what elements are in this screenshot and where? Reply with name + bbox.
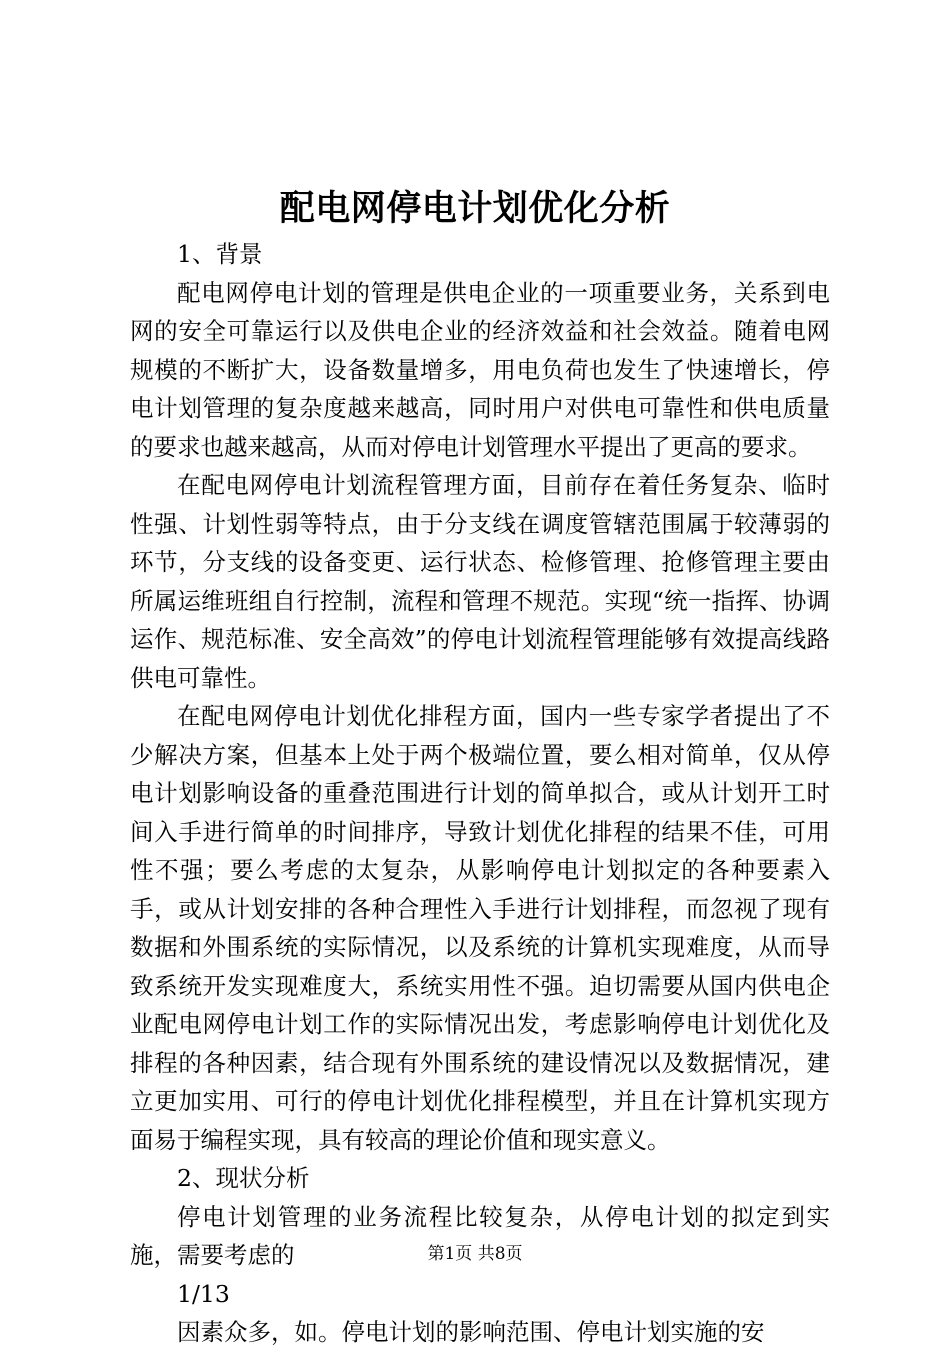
paragraph-status-analysis: 停电计划管理的业务流程比较复杂，从停电计划的拟定到实施，需要考虑的	[130, 1202, 830, 1269]
paragraph-factors: 因素众多，如。停电计划的影响范围、停电计划实施的安	[177, 1318, 765, 1346]
document-body	[130, 235, 830, 1352]
paragraph-scheduling-optimization: 在配电网停电计划优化排程方面，国内一些专家学者提出了不少解决方案，但基本上处于两个极端位置，要么相对简单，仅从停电计划影响设备的重叠范围进行计划的简单拟合，或从计划开工时间入手进行简单的时间排序，导致计划优化排程的结果不佳，可用性不强；要么考虑的太复杂，从影响停电计划拟定的各种要素入手，或从计划安排的各种合理性入手进行计划排程，而忽视了现有数据和外围系统的实际情况，以及系统的计算机实现难度，从而导致系统开发实现难度大，系统实用性不强。迫切需要从国内供电企业配电网停电计划工作的实际情况出发，考虑影响停电计划优化及排程的各种因素，结合现有外围系统的建设情况以及数据情况，建立更加实用、可行的停电计划优化排程模型，并且在计算机实现方面易于编程实现，具有较高的理论价值和现实意义。	[130, 702, 830, 1154]
paragraph-process-management: 在配电网停电计划流程管理方面，目前存在着任务复杂、临时性强、计划性弱等特点，由于分支线在调度管辖范围属于较薄弱的环节，分支线的设备变更、运行状态、检修管理、抢修管理主要由所属运维班组自行控制，流程和管理不规范。实现“统一指挥、协调运作、规范标准、安全高效”的停电计划流程管理能够有效提高线路供电可靠性。	[130, 471, 830, 692]
inline-page-marker: 1/13	[177, 1279, 230, 1308]
document-title: 配电网停电计划优化分析	[279, 188, 671, 229]
page-footer: 第1页 共8页	[427, 1244, 523, 1264]
paragraph-background-intro: 配电网停电计划的管理是供电企业的一项重要业务，关系到电网的安全可靠运行以及供电企业的经济效益和社会效益。随着电网规模的不断扩大，设备数量增多，用电负荷也发生了快速增长，停电计划管理的复杂度越来越高，同时用户对供电可靠性和供电质量的要求也越来越高，从而对停电计划管理水平提出了更高的要求。	[130, 278, 830, 461]
section-heading-status-analysis: 2、现状分析	[177, 1164, 310, 1192]
section-heading-background: 1、背景	[177, 240, 263, 268]
